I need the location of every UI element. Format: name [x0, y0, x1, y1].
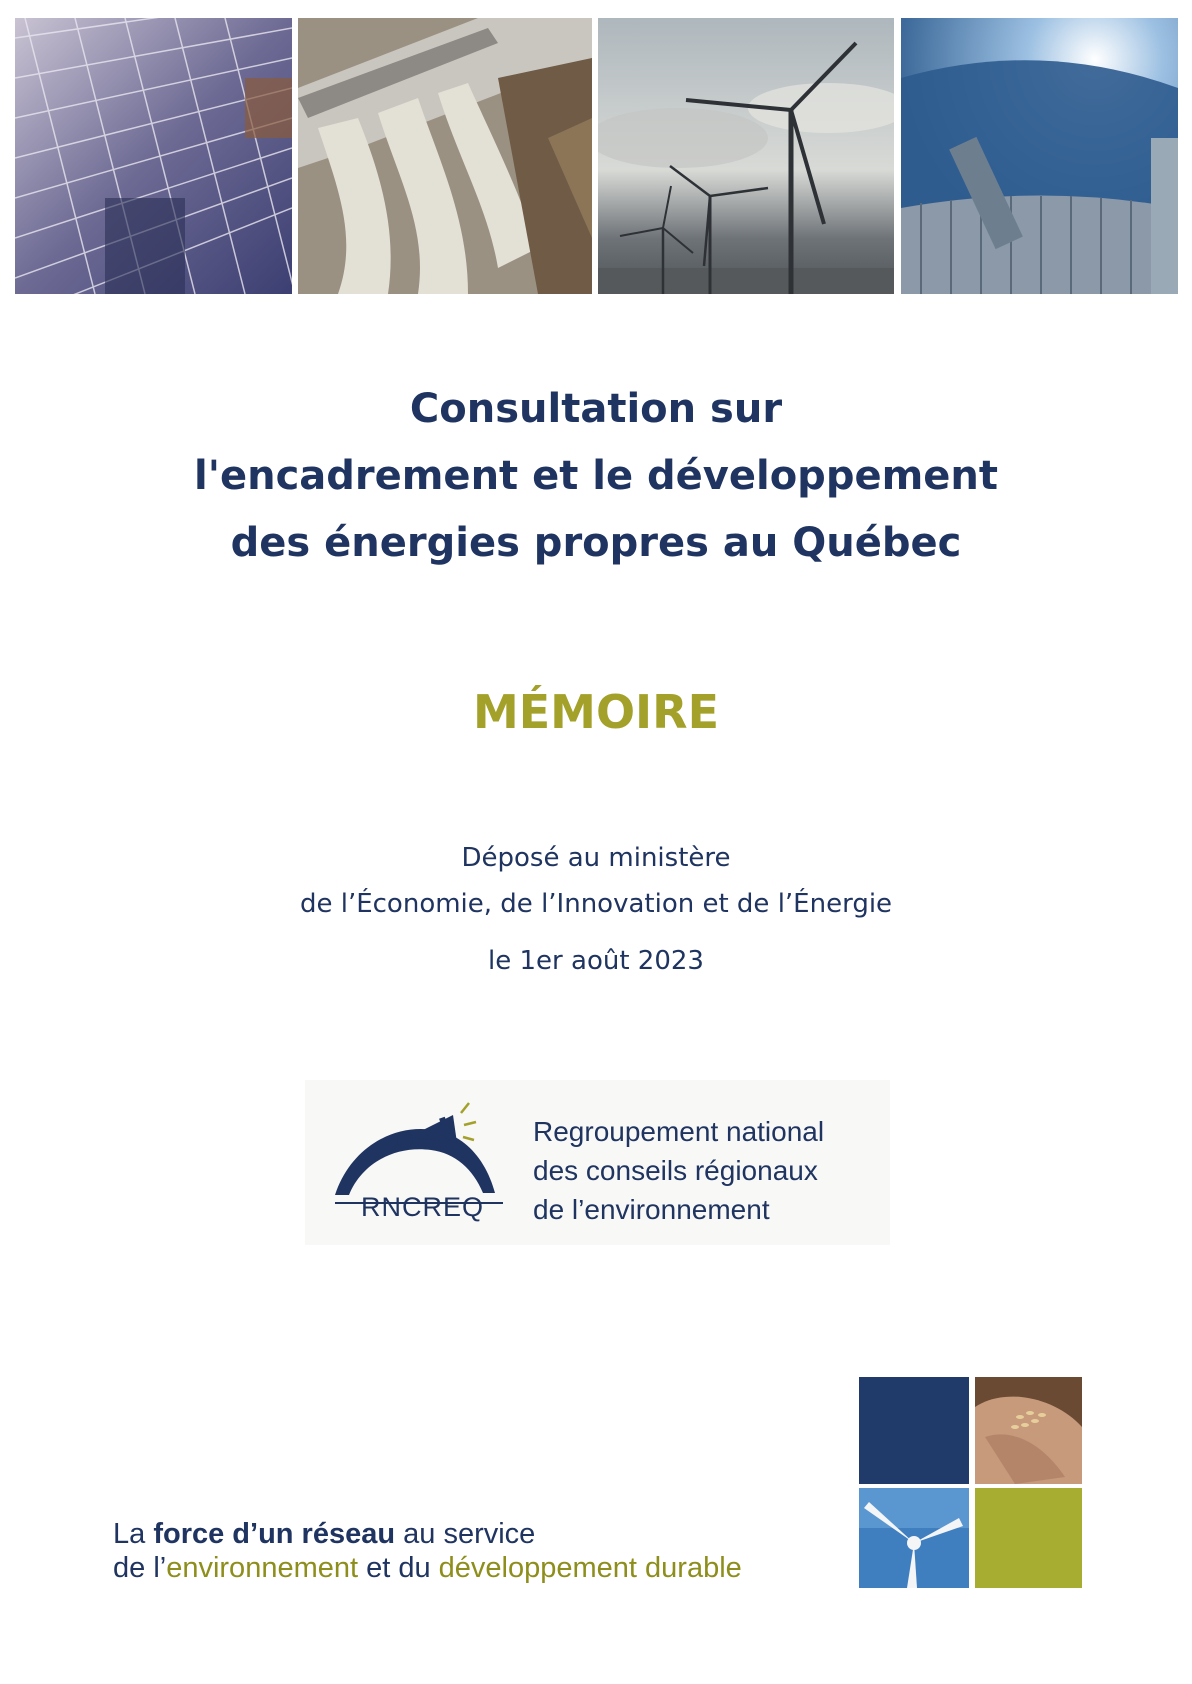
organization-name [533, 1112, 824, 1229]
biogas-digester-photo [901, 18, 1178, 294]
tagline-text: et du [358, 1552, 439, 1584]
tagline-highlight: environnement [166, 1552, 359, 1584]
organization-name-line: de l’environnement [533, 1194, 770, 1225]
seeds-in-hand-photo [975, 1377, 1082, 1484]
tagline-text: La [113, 1518, 154, 1550]
solar-panels-photo [15, 18, 292, 294]
organization-name-line: Regroupement national [533, 1116, 825, 1147]
wind-turbine-closeup-photo [859, 1488, 969, 1588]
tagline [113, 1517, 742, 1585]
organization-name-line: des conseils régionaux [533, 1155, 818, 1186]
title-line: l'encadrement et le développement [194, 453, 998, 499]
wind-turbines-photo [598, 18, 894, 294]
document-title [0, 376, 1192, 577]
document-type-label: MÉMOIRE [472, 685, 720, 739]
tagline-text: au service [395, 1518, 536, 1550]
tagline-line-2 [113, 1551, 742, 1585]
title-line: des énergies propres au Québec [230, 520, 962, 566]
logo-acronym: RNCREQ [361, 1192, 485, 1222]
rncreq-logo [305, 1080, 890, 1245]
submission-line: de l’Économie, de l’Innovation et de l’Énergie [299, 889, 893, 919]
tagline-line-1 [113, 1517, 742, 1551]
tagline-highlight: développement durable [438, 1552, 742, 1584]
submission-info [0, 835, 1192, 927]
title-line: Consultation sur [409, 386, 783, 432]
blue-tile [859, 1377, 969, 1484]
tagline-emphasis: force d’un réseau [153, 1518, 396, 1550]
submission-line: Déposé au ministère [461, 843, 731, 873]
tagline-text: de l’ [113, 1552, 167, 1584]
hydro-dam-photo [298, 18, 592, 294]
green-tile [975, 1488, 1082, 1588]
submission-date: le 1er août 2023 [488, 946, 704, 976]
megaphone-arc-icon [323, 1095, 523, 1205]
